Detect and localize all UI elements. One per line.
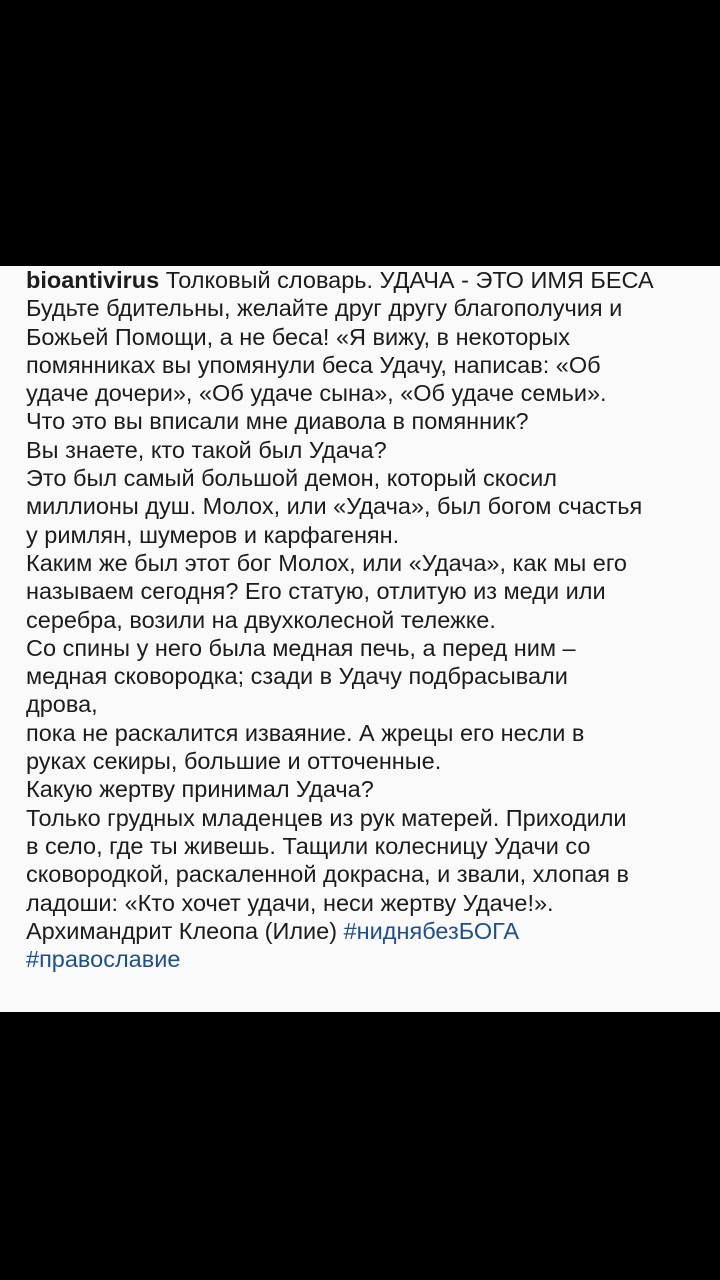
caption-line: Вы знаете, кто такой был Удача?	[26, 436, 387, 463]
caption-line: Будьте бдительны, желайте друг другу благополучия и	[26, 295, 623, 322]
caption-signature-line	[26, 917, 706, 945]
caption-line: пока не раскалится изваяние. А жрецы его несли в	[26, 719, 585, 746]
caption-line: дрова,	[26, 691, 98, 718]
caption-line: у римлян, шумеров и карфагенян.	[26, 521, 400, 548]
signature-text: Архимандрит Клеопа (Илие)	[26, 917, 344, 944]
caption-line: удаче дочери», «Об удаче сына», «Об удаче семьи».	[26, 380, 607, 407]
hashtag-link[interactable]: #ниднябезБОГА	[343, 917, 519, 944]
username-link[interactable]: bioantivirus	[26, 267, 160, 293]
caption-line: помянниках вы упомянули беса Удачу, написав: «Об	[26, 351, 601, 378]
caption-line: Только грудных младенцев из рук матерей. Приходили	[26, 804, 627, 831]
caption-line: Каким же был этот бог Молох, или «Удача», как мы его	[26, 549, 628, 576]
caption-line: руках секиры, большие и отточенные.	[26, 748, 442, 775]
caption-line: Божьей Помощи, а не беса! «Я вижу, в некоторых	[26, 323, 570, 350]
caption-line: медная сковородка; сзади в Удачу подбрасывали	[26, 663, 568, 690]
caption-text	[26, 266, 706, 973]
caption-line: Что это вы вписали мне диавола в помянник?	[26, 408, 529, 435]
caption-line: Какую жертву принимал Удача?	[26, 776, 374, 803]
caption-line: Это был самый большой демон, который скосил	[26, 465, 557, 492]
caption-line: называем сегодня? Его статую, отлитую из меди или	[26, 578, 606, 605]
caption-line: сковородкой, раскаленной докрасна, и звали, хлопая в	[26, 861, 630, 888]
bottom-black-area	[0, 1012, 720, 1280]
caption-hashtag-line	[26, 945, 706, 973]
hashtag-link[interactable]: #православие	[26, 946, 181, 973]
caption-line: Со спины у него была медная печь, а перед ним –	[26, 634, 576, 661]
caption-line: ладоши: «Кто хочет удачи, неси жертву Удаче!».	[26, 889, 554, 916]
caption-line: в село, где ты живешь. Тащили колесницу Удачи со	[26, 832, 591, 859]
caption-title: Толковый словарь. УДАЧА - ЭТО ИМЯ БЕСА	[159, 267, 654, 293]
caption-first-line	[26, 266, 706, 294]
caption-line: серебра, возили на двухколесной тележке.	[26, 606, 496, 633]
post-caption-panel	[0, 266, 720, 1012]
top-black-area	[0, 0, 720, 266]
caption-line: миллионы душ. Молох, или «Удача», был богом счастья	[26, 493, 643, 520]
